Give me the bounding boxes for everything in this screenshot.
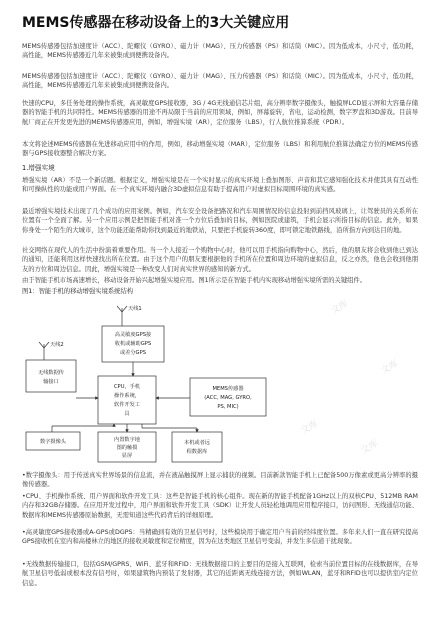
gps-line-2: 收机或辅助GPS [114,341,152,347]
watermark-text: 文库 [299,418,321,437]
wifi-line-2: 输接口 [43,379,59,385]
display-line-3: 显屏 [121,453,133,459]
wireless-interface-box [26,360,76,392]
section-heading: 1.增强实境 [22,164,55,172]
paragraph-3: 快速的CPU，多任务处理的操作系统，高灵敏度GPS接收器，3G / 4G无线通信芯片组，高分辨率数字摄像头，触摸屏LCD显示屏和大容量存储器的智能手机的共同特性。MEMS传感器的用途不再局限于当前的应用领域，例如，屏幕旋转，省电，运动检测，数字罗盘和3D游戏。目前导航厂商正在开发更先进的MEMS传感器应用，例如，增强实境（AR），定位服务（LBS），行人航位推算系统（PDR）。 [22,100,418,126]
bullet-camera: •数字摄像头：用于传送真实世界场景的信息流，并在液晶触摸屏上显示捕获的视频。目前新款智能手机上已配备500万像素或更高分辨率的摄像传感器。 [22,472,418,489]
paragraph-4: 本文将论述MEMS传感器在先进移动应用中的作用，例如，移动增强实境（MAR），定位服务（LBS）和利用航位推算法确定方位的MEMS传感器与GPS接收器整合解决方案。 [22,141,418,158]
bullet-cpu: •CPU、手机操作系统、用户界面和软件开发工具：这些是智能手机的核心组件。现在新的智能手机配备1GHz以上的双核CPU、512MB RAM内存和32GB存储器。在应用开发过程中，用户界面和软件开发工具（SDK）让开发人员轻松地调用应用程序接口，访问图形、无线通信功能、数据库和MEMS传感器原始数据，无需知道这些代码背后的详细原理。 [22,493,418,519]
wifi-line-1: 无线数据传 [38,370,64,376]
camera-label: 数字摄像头 [40,439,66,445]
bullet-wireless: •无线数据传输接口，包括GSM/GPRS、WiFi、蓝牙和RFID：无线数据接口的主要目的是接入互联网，检索当前位置目标的在线数据库，在导航卫星信号低弱或根本没有信号时，如果建筑物内预装了发射器，其它的近距离无线连接方法，例如WLAN，蓝牙和RFID也可以提供室内定位信息。 [22,561,418,587]
page-title: MEMS传感器在移动设备上的3大关键应用 [22,15,290,31]
db-line-1: 本机或者远 [184,440,210,446]
bullet-gps: •高灵敏度GPS接收器或A-GPS或DGPS：当精确到有效的卫星信号时，这些模块用于确定用户当前的经纬度位置。多年来人们一直在研究提高GPS接收机在室内和高楼林立的地区的接收灵敏度和定位精度，因为在这类地区卫星信号变弱，并发生多信道干扰现象。 [22,529,418,546]
mems-line-1: MEMS传感器 [212,386,244,392]
cpu-line-2: 操作系统， [114,393,140,399]
antenna-1-label: 天线1 [128,306,142,312]
paragraph-1: MEMS传感器包括加速度计（ACC）、陀螺仪（GYRO）、磁力计（MAG）、压力传感器（PS）和话筒（MIC）。因为低成本，小尺寸，低功耗，高性能，MEMS传感器近几年来被集成到便携设备内。 [22,43,418,60]
cpu-line-3: 软件开发工 [114,402,140,408]
mar-system-diagram [22,298,418,466]
paragraph-7: 社交网络在现代人的生活中扮演着重要作用。当一个人接近一个购物中心时，他可以用手机指向购物中心，然后，他的朋友将会收到他已到达的通知，还能利用这样快速找出所在位置。由于这个用户的朋友要根据他的手机所在位置和周边环境的虚拟信息，反之亦然，他也会收到他朋友的方位和周边信息。因此，增强实境是一种改变人们对真实世界的感知的新方式。 [22,247,418,273]
paragraph-6: 最近增强实境技术出现了几个成功的应用案例。例如，汽车安全设备把路况和汽车周围情况的信息投射到前挡风玻璃上，让驾驶员的关系所在位置有一个全面了解。另一个应用示例是把智能手机对准一个方位后叠加的目标，例如医院或建筑，手机会显示所指目标的信息。此外，如果你身处一个陌生的大城市，这个功能还能帮助你找到最近的地铁站，只要把手机旋转360度，即可锁定地铁路线，沿所指方向到达目的地。 [22,208,418,234]
antenna-1-icon [117,306,127,326]
paragraph-5: 增强实境（AR）不是一个新话题。根据定义，增强实境是在一个实时显示的真实环境上叠加图形、声音和其它感知强化技术并使其具有互动性和可操纵性的功能或用户界面。在一个真实环境内融合3D虚拟信息有助于提高用户对虚拟目标周围环境的真实感。 [22,177,418,194]
cpu-line-4: 具 [124,411,130,417]
watermark-text: 文库 [329,298,351,317]
figure-caption: 图1：智能手机的移动增强实境系统结构 [22,288,134,295]
mems-line-3: PS, MIC) [217,404,239,410]
paragraph-8: 由于智能手机市场高速增长，移动设备开始兴起增强实境应用。图1所示是在智能手机内实现移动增强实境所需的关键组件。 [22,277,367,284]
gps-line-1: 高灵敏度GPS接 [114,332,152,338]
mems-line-2: (ACC, MAG, GYRO, [204,395,252,401]
antenna-2-label: 天线2 [50,342,64,348]
watermark-text: 文库 [379,358,401,377]
display-line-2: 图的触摸 [116,445,138,451]
antenna-2-icon [39,342,49,360]
gps-line-3: 或差分GPS [119,350,147,356]
database-box [172,432,222,462]
paragraph-2: MEMS传感器包括加速度计（ACC）、陀螺仪（GYRO）、磁力计（MAG）、压力传感器（PS）和话筒（MIC）。因为低成本，小尺寸，低功耗，高性能，MEMS传感器近几年来被集成到便携设备内。 [22,73,418,90]
display-line-1: 内置数字地 [114,437,140,443]
cpu-line-1: CPU，手机 [113,384,141,390]
watermark-text: 文库 [359,438,381,457]
db-line-2: 程数据库 [186,449,208,455]
